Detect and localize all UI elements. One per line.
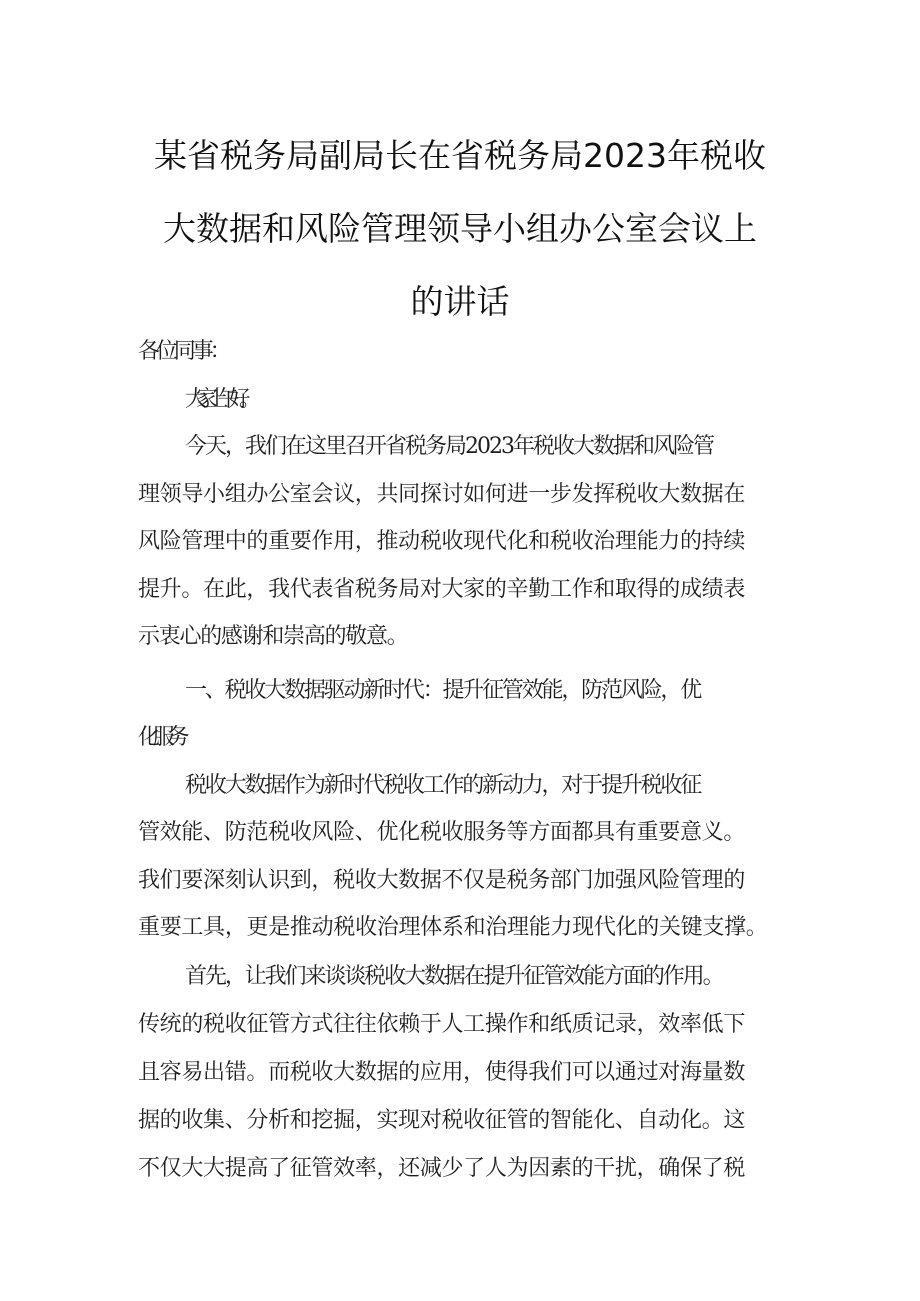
document-title-line-1: 某省税务局副局长在省税务局2023年税收 xyxy=(154,136,766,175)
section1-para2-line-3: 且容易出错。而税收大数据的应用，使得我们可以通过对海量数 xyxy=(138,1060,746,1085)
section1-para1-line-2: 管效能、防范税收风险、优化税收服务等方面都具有重要意义。 xyxy=(138,820,746,845)
section1-para2-line-5: 不仅大大提高了征管效率，还减少了人为因素的干扰，确保了税 xyxy=(138,1156,746,1181)
intro-line-3: 风险管理中的重要作用，推动税收现代化和税收治理能力的持续 xyxy=(138,529,746,554)
section1-para2-line-2: 传统的税收征管方式往往依赖于人工操作和纸质记录，效率低下 xyxy=(138,1012,746,1037)
document-title-line-3: 的讲话 xyxy=(410,282,510,321)
intro-line-1: 今天，我们在这里召开省税务局2023年税收大数据和风险管 xyxy=(185,434,713,459)
section1-para2-line-4: 据的收集、分析和挖掘，实现对税收征管的智能化、自动化。这 xyxy=(138,1108,746,1133)
intro-line-2: 理领导小组办公室会议，共同探讨如何进一步发挥税收大数据在 xyxy=(138,482,746,507)
section1-para1-line-4: 重要工具，更是推动税收治理体系和治理能力现代化的关键支撑。 xyxy=(138,915,768,940)
section1-heading-line-2: 化服务 xyxy=(138,725,183,750)
section1-heading-line-1: 一、税收大数据驱动新时代：提升征管效能，防范风险，优 xyxy=(185,678,701,703)
section1-para2-line-1: 首先，让我们来谈谈税收大数据在提升征管效能方面的作用。 xyxy=(185,964,723,989)
salutation: 各位同事： xyxy=(138,339,228,364)
intro-line-4: 提升。在此，我代表省税务局对大家的辛勤工作和取得的成绩表 xyxy=(138,577,746,602)
section1-para1-line-3: 我们要深刻认识到，税收大数据不仅是税务部门加强风险管理的 xyxy=(138,868,746,893)
intro-line-5: 示衷心的感谢和崇高的敬意。 xyxy=(138,624,408,649)
greeting: 大家上午好。 xyxy=(185,387,251,412)
document-title-line-2: 大数据和风险管理领导小组办公室会议上 xyxy=(163,209,757,248)
section1-para1-line-1: 税收大数据作为新时代税收工作的新动力，对于提升税收征 xyxy=(185,773,701,798)
